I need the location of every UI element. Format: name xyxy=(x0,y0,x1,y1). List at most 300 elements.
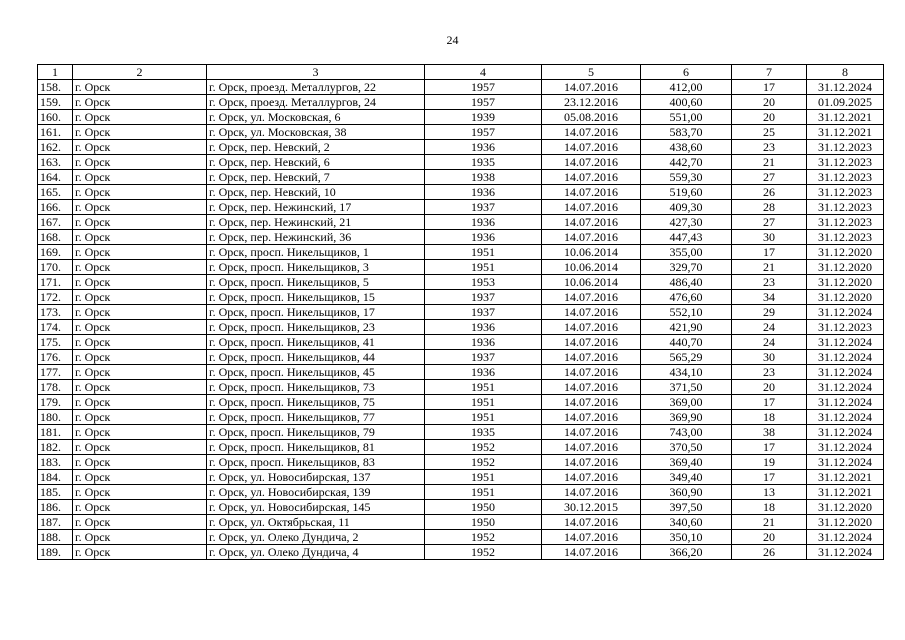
year-built-cell: 1936 xyxy=(425,320,542,335)
table-row xyxy=(38,215,884,230)
deadline-cell: 31.12.2020 xyxy=(807,245,884,260)
address-cell: г. Орск, просп. Никельщиков, 41 xyxy=(207,335,425,350)
address-cell: г. Орск, просп. Никельщиков, 3 xyxy=(207,260,425,275)
deadline-cell: 31.12.2020 xyxy=(807,290,884,305)
area-cell: 440,70 xyxy=(641,335,732,350)
address-cell: г. Орск, пер. Невский, 2 xyxy=(207,140,425,155)
city-cell: г. Орск xyxy=(73,305,207,320)
city-cell: г. Орск xyxy=(73,455,207,470)
area-cell: 447,43 xyxy=(641,230,732,245)
area-cell: 340,60 xyxy=(641,515,732,530)
city-cell: г. Орск xyxy=(73,140,207,155)
column-header-7: 7 xyxy=(732,65,807,80)
city-cell: г. Орск xyxy=(73,110,207,125)
deadline-cell: 31.12.2024 xyxy=(807,440,884,455)
year-built-cell: 1952 xyxy=(425,440,542,455)
table-row xyxy=(38,260,884,275)
table-row xyxy=(38,500,884,515)
wear-percent-cell: 23 xyxy=(732,365,807,380)
wear-percent-cell: 17 xyxy=(732,80,807,95)
column-header-2: 2 xyxy=(73,65,207,80)
address-cell: г. Орск, пер. Нежинский, 21 xyxy=(207,215,425,230)
table-row xyxy=(38,410,884,425)
table-row xyxy=(38,485,884,500)
area-cell: 400,60 xyxy=(641,95,732,110)
table-row xyxy=(38,95,884,110)
year-built-cell: 1951 xyxy=(425,485,542,500)
deadline-cell: 31.12.2020 xyxy=(807,500,884,515)
table-row xyxy=(38,515,884,530)
deadline-cell: 31.12.2024 xyxy=(807,410,884,425)
address-cell: г. Орск, просп. Никельщиков, 17 xyxy=(207,305,425,320)
date-cell: 14.07.2016 xyxy=(542,170,641,185)
area-cell: 329,70 xyxy=(641,260,732,275)
address-cell: г. Орск, просп. Никельщиков, 75 xyxy=(207,395,425,410)
date-cell: 14.07.2016 xyxy=(542,455,641,470)
date-cell: 14.07.2016 xyxy=(542,290,641,305)
city-cell: г. Орск xyxy=(73,500,207,515)
date-cell: 10.06.2014 xyxy=(542,245,641,260)
address-cell: г. Орск, просп. Никельщиков, 77 xyxy=(207,410,425,425)
date-cell: 14.07.2016 xyxy=(542,185,641,200)
row-number-cell: 187. xyxy=(38,515,73,530)
year-built-cell: 1937 xyxy=(425,350,542,365)
city-cell: г. Орск xyxy=(73,245,207,260)
city-cell: г. Орск xyxy=(73,80,207,95)
address-cell: г. Орск, ул. Новосибирская, 145 xyxy=(207,500,425,515)
date-cell: 14.07.2016 xyxy=(542,425,641,440)
deadline-cell: 31.12.2024 xyxy=(807,455,884,470)
year-built-cell: 1951 xyxy=(425,380,542,395)
city-cell: г. Орск xyxy=(73,365,207,380)
wear-percent-cell: 29 xyxy=(732,305,807,320)
deadline-cell: 31.12.2024 xyxy=(807,350,884,365)
row-number-cell: 178. xyxy=(38,380,73,395)
year-built-cell: 1952 xyxy=(425,455,542,470)
year-built-cell: 1936 xyxy=(425,335,542,350)
wear-percent-cell: 17 xyxy=(732,395,807,410)
deadline-cell: 31.12.2023 xyxy=(807,155,884,170)
deadline-cell: 31.12.2023 xyxy=(807,140,884,155)
deadline-cell: 31.12.2021 xyxy=(807,470,884,485)
row-number-cell: 186. xyxy=(38,500,73,515)
table-row xyxy=(38,530,884,545)
row-number-cell: 159. xyxy=(38,95,73,110)
year-built-cell: 1952 xyxy=(425,545,542,560)
year-built-cell: 1951 xyxy=(425,260,542,275)
deadline-cell: 31.12.2024 xyxy=(807,335,884,350)
table-row xyxy=(38,140,884,155)
deadline-cell: 31.12.2020 xyxy=(807,260,884,275)
city-cell: г. Орск xyxy=(73,350,207,365)
table-row xyxy=(38,350,884,365)
row-number-cell: 160. xyxy=(38,110,73,125)
row-number-cell: 176. xyxy=(38,350,73,365)
year-built-cell: 1937 xyxy=(425,290,542,305)
table-row xyxy=(38,545,884,560)
deadline-cell: 31.12.2020 xyxy=(807,275,884,290)
deadline-cell: 31.12.2023 xyxy=(807,185,884,200)
deadline-cell: 31.12.2024 xyxy=(807,80,884,95)
address-cell: г. Орск, пер. Невский, 10 xyxy=(207,185,425,200)
table-row xyxy=(38,110,884,125)
year-built-cell: 1951 xyxy=(425,245,542,260)
city-cell: г. Орск xyxy=(73,470,207,485)
address-cell: г. Орск, пер. Невский, 7 xyxy=(207,170,425,185)
deadline-cell: 31.12.2024 xyxy=(807,305,884,320)
year-built-cell: 1951 xyxy=(425,410,542,425)
city-cell: г. Орск xyxy=(73,200,207,215)
date-cell: 14.07.2016 xyxy=(542,410,641,425)
wear-percent-cell: 21 xyxy=(732,515,807,530)
date-cell: 14.07.2016 xyxy=(542,545,641,560)
area-cell: 486,40 xyxy=(641,275,732,290)
area-cell: 421,90 xyxy=(641,320,732,335)
city-cell: г. Орск xyxy=(73,275,207,290)
row-number-cell: 167. xyxy=(38,215,73,230)
address-cell: г. Орск, просп. Никельщиков, 83 xyxy=(207,455,425,470)
deadline-cell: 31.12.2021 xyxy=(807,110,884,125)
area-cell: 369,90 xyxy=(641,410,732,425)
date-cell: 14.07.2016 xyxy=(542,320,641,335)
row-number-cell: 169. xyxy=(38,245,73,260)
address-cell: г. Орск, проезд. Металлургов, 22 xyxy=(207,80,425,95)
table-row xyxy=(38,425,884,440)
wear-percent-cell: 30 xyxy=(732,230,807,245)
city-cell: г. Орск xyxy=(73,530,207,545)
table-row xyxy=(38,365,884,380)
wear-percent-cell: 27 xyxy=(732,215,807,230)
city-cell: г. Орск xyxy=(73,410,207,425)
area-cell: 438,60 xyxy=(641,140,732,155)
date-cell: 14.07.2016 xyxy=(542,485,641,500)
date-cell: 14.07.2016 xyxy=(542,380,641,395)
area-cell: 559,30 xyxy=(641,170,732,185)
deadline-cell: 31.12.2023 xyxy=(807,320,884,335)
date-cell: 14.07.2016 xyxy=(542,470,641,485)
city-cell: г. Орск xyxy=(73,440,207,455)
year-built-cell: 1936 xyxy=(425,140,542,155)
year-built-cell: 1935 xyxy=(425,155,542,170)
area-cell: 370,50 xyxy=(641,440,732,455)
date-cell: 14.07.2016 xyxy=(542,365,641,380)
year-built-cell: 1937 xyxy=(425,305,542,320)
wear-percent-cell: 24 xyxy=(732,335,807,350)
date-cell: 10.06.2014 xyxy=(542,260,641,275)
address-cell: г. Орск, пер. Нежинский, 36 xyxy=(207,230,425,245)
row-number-cell: 177. xyxy=(38,365,73,380)
city-cell: г. Орск xyxy=(73,335,207,350)
city-cell: г. Орск xyxy=(73,155,207,170)
row-number-cell: 180. xyxy=(38,410,73,425)
deadline-cell: 31.12.2024 xyxy=(807,545,884,560)
address-cell: г. Орск, просп. Никельщиков, 1 xyxy=(207,245,425,260)
column-header-8: 8 xyxy=(807,65,884,80)
date-cell: 30.12.2015 xyxy=(542,500,641,515)
row-number-cell: 163. xyxy=(38,155,73,170)
table-row xyxy=(38,395,884,410)
area-cell: 355,00 xyxy=(641,245,732,260)
row-number-cell: 168. xyxy=(38,230,73,245)
date-cell: 14.07.2016 xyxy=(542,305,641,320)
address-cell: г. Орск, ул. Октябрьская, 11 xyxy=(207,515,425,530)
table-row xyxy=(38,125,884,140)
area-cell: 349,40 xyxy=(641,470,732,485)
deadline-cell: 31.12.2023 xyxy=(807,200,884,215)
wear-percent-cell: 23 xyxy=(732,140,807,155)
row-number-cell: 181. xyxy=(38,425,73,440)
table-row xyxy=(38,170,884,185)
address-cell: г. Орск, ул. Московская, 38 xyxy=(207,125,425,140)
table-row xyxy=(38,230,884,245)
address-cell: г. Орск, пер. Невский, 6 xyxy=(207,155,425,170)
table-row xyxy=(38,470,884,485)
address-cell: г. Орск, проезд. Металлургов, 24 xyxy=(207,95,425,110)
city-cell: г. Орск xyxy=(73,290,207,305)
row-number-cell: 188. xyxy=(38,530,73,545)
table-row xyxy=(38,320,884,335)
city-cell: г. Орск xyxy=(73,395,207,410)
wear-percent-cell: 26 xyxy=(732,545,807,560)
deadline-cell: 31.12.2020 xyxy=(807,515,884,530)
date-cell: 14.07.2016 xyxy=(542,125,641,140)
city-cell: г. Орск xyxy=(73,95,207,110)
table-row xyxy=(38,155,884,170)
wear-percent-cell: 27 xyxy=(732,170,807,185)
date-cell: 14.07.2016 xyxy=(542,395,641,410)
year-built-cell: 1957 xyxy=(425,125,542,140)
wear-percent-cell: 13 xyxy=(732,485,807,500)
table-row xyxy=(38,455,884,470)
date-cell: 14.07.2016 xyxy=(542,140,641,155)
wear-percent-cell: 20 xyxy=(732,380,807,395)
address-cell: г. Орск, просп. Никельщиков, 23 xyxy=(207,320,425,335)
deadline-cell: 31.12.2023 xyxy=(807,170,884,185)
year-built-cell: 1951 xyxy=(425,395,542,410)
date-cell: 14.07.2016 xyxy=(542,440,641,455)
wear-percent-cell: 21 xyxy=(732,260,807,275)
table-body xyxy=(38,65,884,560)
row-number-cell: 158. xyxy=(38,80,73,95)
table-row xyxy=(38,290,884,305)
area-cell: 369,00 xyxy=(641,395,732,410)
deadline-cell: 31.12.2024 xyxy=(807,380,884,395)
wear-percent-cell: 20 xyxy=(732,110,807,125)
city-cell: г. Орск xyxy=(73,185,207,200)
row-number-cell: 164. xyxy=(38,170,73,185)
year-built-cell: 1938 xyxy=(425,170,542,185)
row-number-cell: 161. xyxy=(38,125,73,140)
year-built-cell: 1957 xyxy=(425,95,542,110)
row-number-cell: 171. xyxy=(38,275,73,290)
wear-percent-cell: 20 xyxy=(732,530,807,545)
year-built-cell: 1935 xyxy=(425,425,542,440)
year-built-cell: 1936 xyxy=(425,230,542,245)
year-built-cell: 1950 xyxy=(425,500,542,515)
deadline-cell: 31.12.2023 xyxy=(807,230,884,245)
date-cell: 14.07.2016 xyxy=(542,230,641,245)
city-cell: г. Орск xyxy=(73,425,207,440)
date-cell: 14.07.2016 xyxy=(542,200,641,215)
city-cell: г. Орск xyxy=(73,485,207,500)
wear-percent-cell: 21 xyxy=(732,155,807,170)
table-row xyxy=(38,275,884,290)
year-built-cell: 1957 xyxy=(425,80,542,95)
row-number-cell: 189. xyxy=(38,545,73,560)
date-cell: 23.12.2016 xyxy=(542,95,641,110)
row-number-cell: 172. xyxy=(38,290,73,305)
city-cell: г. Орск xyxy=(73,230,207,245)
wear-percent-cell: 24 xyxy=(732,320,807,335)
table-row xyxy=(38,335,884,350)
area-cell: 551,00 xyxy=(641,110,732,125)
column-header-1: 1 xyxy=(38,65,73,80)
date-cell: 14.07.2016 xyxy=(542,215,641,230)
area-cell: 519,60 xyxy=(641,185,732,200)
area-cell: 360,90 xyxy=(641,485,732,500)
year-built-cell: 1937 xyxy=(425,200,542,215)
column-header-6: 6 xyxy=(641,65,732,80)
deadline-cell: 31.12.2021 xyxy=(807,125,884,140)
area-cell: 366,20 xyxy=(641,545,732,560)
city-cell: г. Орск xyxy=(73,125,207,140)
area-cell: 412,00 xyxy=(641,80,732,95)
area-cell: 476,60 xyxy=(641,290,732,305)
year-built-cell: 1936 xyxy=(425,365,542,380)
date-cell: 10.06.2014 xyxy=(542,275,641,290)
date-cell: 14.07.2016 xyxy=(542,335,641,350)
table-row xyxy=(38,185,884,200)
address-cell: г. Орск, просп. Никельщиков, 5 xyxy=(207,275,425,290)
page-number: 24 xyxy=(446,33,459,47)
date-cell: 05.08.2016 xyxy=(542,110,641,125)
row-number-cell: 173. xyxy=(38,305,73,320)
deadline-cell: 31.12.2021 xyxy=(807,485,884,500)
year-built-cell: 1950 xyxy=(425,515,542,530)
address-cell: г. Орск, ул. Московская, 6 xyxy=(207,110,425,125)
row-number-cell: 165. xyxy=(38,185,73,200)
deadline-cell: 31.12.2024 xyxy=(807,365,884,380)
year-built-cell: 1939 xyxy=(425,110,542,125)
table-header-row xyxy=(38,65,884,80)
date-cell: 14.07.2016 xyxy=(542,155,641,170)
date-cell: 14.07.2016 xyxy=(542,350,641,365)
area-cell: 369,40 xyxy=(641,455,732,470)
address-cell: г. Орск, ул. Новосибирская, 139 xyxy=(207,485,425,500)
date-cell: 14.07.2016 xyxy=(542,515,641,530)
area-cell: 371,50 xyxy=(641,380,732,395)
table-row xyxy=(38,380,884,395)
column-header-5: 5 xyxy=(542,65,641,80)
row-number-cell: 175. xyxy=(38,335,73,350)
year-built-cell: 1936 xyxy=(425,215,542,230)
area-cell: 442,70 xyxy=(641,155,732,170)
table-row xyxy=(38,440,884,455)
table-row xyxy=(38,245,884,260)
row-number-cell: 170. xyxy=(38,260,73,275)
address-cell: г. Орск, ул. Олеко Дундича, 2 xyxy=(207,530,425,545)
table-row xyxy=(38,200,884,215)
deadline-cell: 01.09.2025 xyxy=(807,95,884,110)
row-number-cell: 162. xyxy=(38,140,73,155)
row-number-cell: 184. xyxy=(38,470,73,485)
address-cell: г. Орск, просп. Никельщиков, 81 xyxy=(207,440,425,455)
address-cell: г. Орск, просп. Никельщиков, 45 xyxy=(207,365,425,380)
year-built-cell: 1952 xyxy=(425,530,542,545)
year-built-cell: 1951 xyxy=(425,470,542,485)
deadline-cell: 31.12.2024 xyxy=(807,395,884,410)
city-cell: г. Орск xyxy=(73,380,207,395)
area-cell: 409,30 xyxy=(641,200,732,215)
date-cell: 14.07.2016 xyxy=(542,530,641,545)
row-number-cell: 185. xyxy=(38,485,73,500)
row-number-cell: 174. xyxy=(38,320,73,335)
area-cell: 434,10 xyxy=(641,365,732,380)
city-cell: г. Орск xyxy=(73,320,207,335)
year-built-cell: 1936 xyxy=(425,185,542,200)
address-cell: г. Орск, просп. Никельщиков, 44 xyxy=(207,350,425,365)
address-cell: г. Орск, ул. Олеко Дундича, 4 xyxy=(207,545,425,560)
area-cell: 743,00 xyxy=(641,425,732,440)
city-cell: г. Орск xyxy=(73,545,207,560)
city-cell: г. Орск xyxy=(73,215,207,230)
wear-percent-cell: 20 xyxy=(732,95,807,110)
deadline-cell: 31.12.2024 xyxy=(807,530,884,545)
area-cell: 397,50 xyxy=(641,500,732,515)
wear-percent-cell: 34 xyxy=(732,290,807,305)
wear-percent-cell: 30 xyxy=(732,350,807,365)
area-cell: 583,70 xyxy=(641,125,732,140)
wear-percent-cell: 23 xyxy=(732,275,807,290)
row-number-cell: 182. xyxy=(38,440,73,455)
city-cell: г. Орск xyxy=(73,260,207,275)
column-header-3: 3 xyxy=(207,65,425,80)
wear-percent-cell: 17 xyxy=(732,440,807,455)
address-cell: г. Орск, просп. Никельщиков, 73 xyxy=(207,380,425,395)
row-number-cell: 179. xyxy=(38,395,73,410)
city-cell: г. Орск xyxy=(73,515,207,530)
column-header-4: 4 xyxy=(425,65,542,80)
area-cell: 350,10 xyxy=(641,530,732,545)
wear-percent-cell: 18 xyxy=(732,410,807,425)
wear-percent-cell: 17 xyxy=(732,245,807,260)
area-cell: 552,10 xyxy=(641,305,732,320)
area-cell: 427,30 xyxy=(641,215,732,230)
city-cell: г. Орск xyxy=(73,170,207,185)
row-number-cell: 183. xyxy=(38,455,73,470)
row-number-cell: 166. xyxy=(38,200,73,215)
address-cell: г. Орск, просп. Никельщиков, 79 xyxy=(207,425,425,440)
table-row xyxy=(38,80,884,95)
deadline-cell: 31.12.2023 xyxy=(807,215,884,230)
table-row xyxy=(38,305,884,320)
housing-registry-table xyxy=(37,64,884,560)
wear-percent-cell: 38 xyxy=(732,425,807,440)
date-cell: 14.07.2016 xyxy=(542,80,641,95)
wear-percent-cell: 25 xyxy=(732,125,807,140)
wear-percent-cell: 26 xyxy=(732,185,807,200)
wear-percent-cell: 19 xyxy=(732,455,807,470)
area-cell: 565,29 xyxy=(641,350,732,365)
address-cell: г. Орск, просп. Никельщиков, 15 xyxy=(207,290,425,305)
deadline-cell: 31.12.2024 xyxy=(807,425,884,440)
wear-percent-cell: 28 xyxy=(732,200,807,215)
address-cell: г. Орск, ул. Новосибирская, 137 xyxy=(207,470,425,485)
year-built-cell: 1953 xyxy=(425,275,542,290)
wear-percent-cell: 17 xyxy=(732,470,807,485)
wear-percent-cell: 18 xyxy=(732,500,807,515)
address-cell: г. Орск, пер. Нежинский, 17 xyxy=(207,200,425,215)
